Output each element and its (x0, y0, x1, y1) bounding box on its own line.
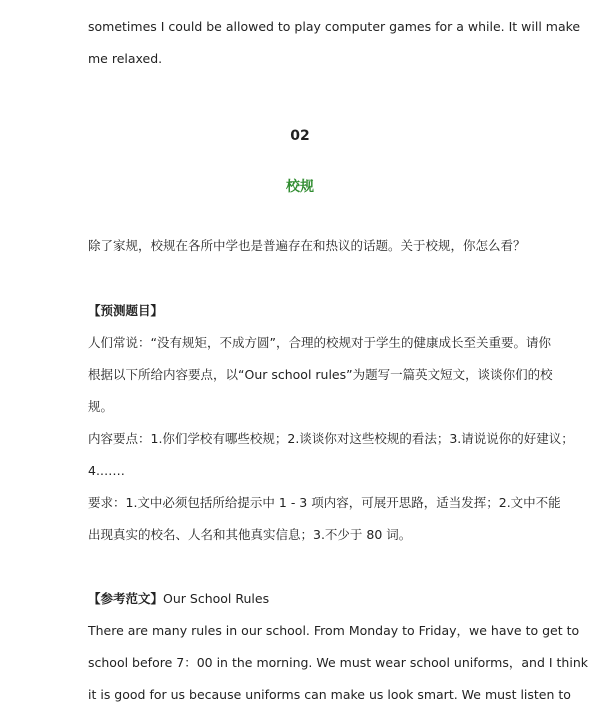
sample-title: Our School Rules (163, 591, 270, 606)
prompt-line: 规。 (88, 399, 114, 414)
prompt-line: 根据以下所给内容要点，以“Our school rules”为题写一篇英文短文，谈谈你们的校 (88, 367, 553, 382)
prompt-line: 人们常说：“没有规矩，不成方圆”，合理的校规对于学生的健康成长至关重要。请你 (88, 335, 551, 350)
sample-label: 【参考范文】 (88, 591, 164, 606)
intro-line-2: me relaxed. (88, 51, 163, 66)
sample-heading (88, 591, 269, 607)
sample-line: it is good for us because uniforms can make us look smart. We must listen to (88, 687, 571, 702)
prompt-line: 内容要点：1.你们学校有哪些校规；2.谈谈你对这些校规的看法；3.请说说你的好建议； (88, 431, 574, 446)
prompt-line: 出现真实的校名、人名和其他真实信息；3.不少于 80 词。 (88, 527, 412, 542)
prompt-line: 要求：1.文中必须包括所给提示中 1 - 3 项内容，可展开思路，适当发挥；2.文中不能 (88, 495, 561, 510)
section-title: 校规 (286, 179, 314, 195)
prompt-label: 【预测题目】 (88, 303, 164, 318)
sample-line: school before 7：00 in the morning. We must wear school uniforms，and I think (88, 655, 588, 670)
prompt-line: 4.…… (88, 463, 125, 478)
lead-paragraph: 除了家规，校规在各所中学也是普遍存在和热议的话题。关于校规，你怎么看？ (88, 238, 526, 253)
intro-line-1: sometimes I could be allowed to play computer games for a while. It will make (88, 19, 581, 34)
sample-line: There are many rules in our school. From Monday to Friday，we have to get to (88, 623, 580, 638)
section-number: 02 (290, 128, 310, 144)
